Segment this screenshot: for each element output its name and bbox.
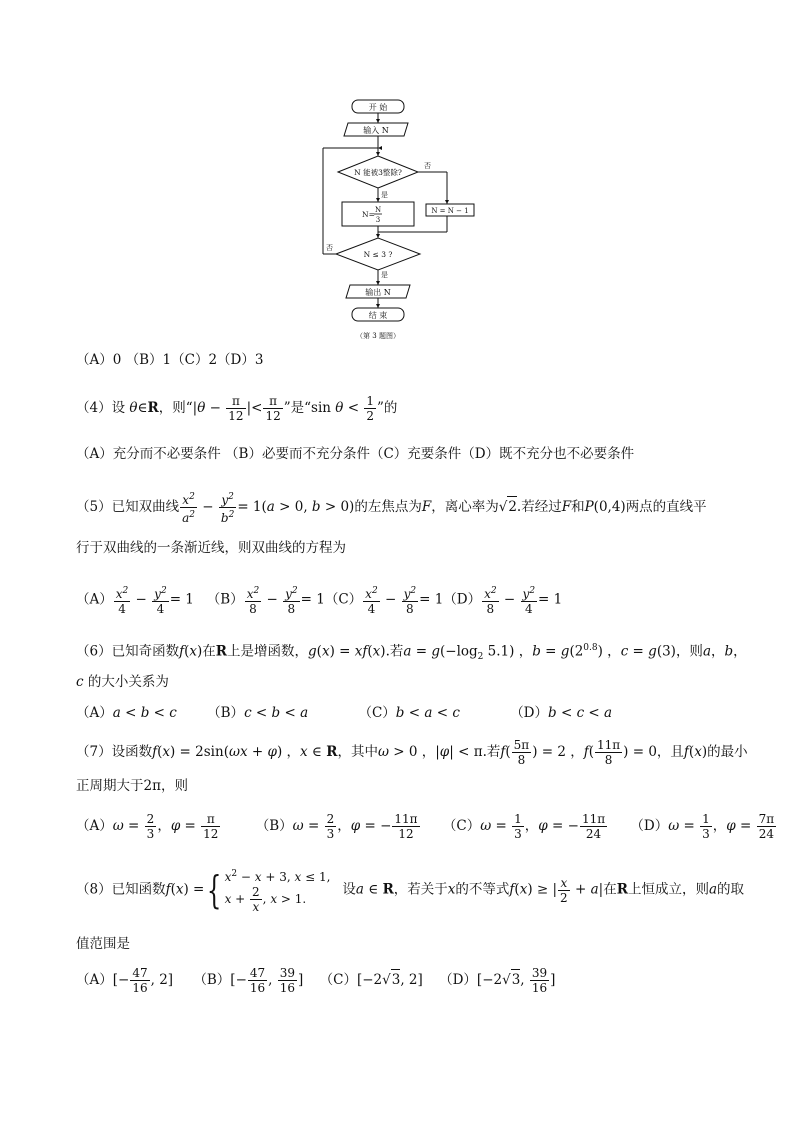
q5-stem: （5）已知双曲线 $\frac{x^2}{a^2}$ − $\frac{y^2}{b^2}$ = 1(a > 0, b > 0)的左焦点为F，离心率为√2.若经过F和P(0,4)两点的直线平 xyxy=(76,492,707,525)
q7-option-d-label: （D） xyxy=(630,818,669,834)
q8-stem: （8）已知函数f(x) ={ $x^2 - x + 3$, x ≤ 1, x + $\frac{2}{x}$ , x > 1. 设a ∈ R，若关于x的不等式f(x) ≥ | $\frac{x}{2}$ + a|在R上恒成立，则a的取 xyxy=(76,868,745,914)
q6-inc: 上是增函数， xyxy=(227,643,309,660)
q4-options: （A）充分而不必要条件 （B）必要而不充分条件（C）充要条件（D）既不充分也不必要条件 xyxy=(76,446,635,462)
yes-label-1: 是 xyxy=(381,191,388,199)
q6-option-b-label: （B） xyxy=(207,705,245,721)
q8-of: 的不等式 xyxy=(455,881,510,898)
q8-option-d-label: （D） xyxy=(439,972,477,988)
q5-end: 两点的直线平 xyxy=(625,499,707,515)
q3-options: （A）0 （B）1（C）2（D）3 xyxy=(76,352,264,368)
assign1-frac-num: N xyxy=(374,206,382,214)
q6-then: ，则 xyxy=(675,643,703,660)
q8-option-c-label: （C） xyxy=(319,972,357,988)
q7-and: ，且 xyxy=(656,744,684,760)
q4-end: ”的 xyxy=(376,400,398,416)
q8-let: 设 xyxy=(342,881,356,898)
q8-end: 上恒成立，则 xyxy=(627,881,709,898)
q6-option-c-label: （C） xyxy=(358,705,396,721)
q6-option-a-label: （A） xyxy=(76,705,113,721)
assign1-frac-den: 3 xyxy=(375,216,381,224)
output-text: 输出 N xyxy=(365,288,391,297)
input-text: 输入 N xyxy=(363,126,389,135)
q7-if: .若 xyxy=(482,744,501,760)
decision1-text: N 能被3整除? xyxy=(354,168,402,177)
q7-option-c-label: （C） xyxy=(442,818,481,834)
q8-line2: 值范围是 xyxy=(76,936,130,952)
q7-option-b-label: （B） xyxy=(255,818,293,834)
q7-line2-end: ，则 xyxy=(160,778,188,794)
q8-options: （A）[− $\frac{47}{16}$ , 2] （B）[− $\frac{47}{16}$ , $\frac{39}{16}$ ] （C）[−2√3, 2] （D）[−2√3, $\frac{39}{16}$ ] xyxy=(76,966,556,995)
flowchart xyxy=(318,92,469,344)
q5-line2: 行于双曲线的一条渐近线，则双曲线的方程为 xyxy=(76,540,346,556)
q5-ecc: ，离心率为 xyxy=(431,499,499,515)
start-text: 开 始 xyxy=(368,103,388,112)
q5-options: （A） $\frac{x^2}{4}$ − $\frac{y^2}{4}$ = 1 （B） $\frac{x^2}{8}$ − $\frac{y^2}{8}$ = 1（C） $\frac{x^2}{4}$ − $\frac{y^2}{8}$ = 1（D） $\frac{x^2}{8}$ − $\frac{y^2}{4}$ = 1 xyxy=(76,586,563,616)
q8-option-a-label: （A） xyxy=(76,972,113,988)
q8-hold: 在 xyxy=(603,881,617,898)
q6-stem: （6）已知奇函数f(x)在R上是增函数，g(x) = xf(x).若$a = g(-\log_2$ 5.1) ，$b = g(2^{0.8})$ ，c = g(3)，则a，b， xyxy=(76,643,747,663)
q6-on: 在 xyxy=(202,643,216,660)
q7-prefix: （7）设函数 xyxy=(76,744,153,760)
decision2-text: N ≤ 3 ? xyxy=(363,250,393,259)
q7-line2: 正周期大于2π，则 xyxy=(76,778,188,794)
q6-prefix: （6）已知奇函数 xyxy=(76,643,180,660)
flowchart-caption: （第 3 题图） xyxy=(356,332,400,340)
end-text: 结 束 xyxy=(368,311,388,320)
yes-label-2: 是 xyxy=(381,271,388,279)
no-label-2: 否 xyxy=(326,244,333,252)
q8-ineq: ，若关于 xyxy=(393,881,448,898)
q7-line2-text: 正周期大于 xyxy=(76,778,144,794)
q6-option-d-label: （D） xyxy=(510,705,549,721)
q8-prefix: （8）已知函数 xyxy=(76,881,166,898)
q8-option-b-label: （B） xyxy=(193,972,231,988)
assign2-text: N = N − 1 xyxy=(431,207,469,215)
q4-then: ，则“ xyxy=(158,400,193,416)
q5-pass: .若经过 xyxy=(516,499,562,515)
q7-option-a-label: （A） xyxy=(76,818,113,834)
q5-prefix: （5）已知双曲线 xyxy=(76,499,180,515)
q4-stem: （4）设 θ∈R，则“|θ − $\frac{\pi}{12}$ |< $\frac{\pi}{12}$ ”是“sin θ < $\frac{1}{2}$ ”的 xyxy=(76,394,398,423)
q4-prefix: （4）设 xyxy=(76,400,126,416)
q6-line2: c 的大小关系为 xyxy=(76,674,169,690)
q7-where: ，其中 xyxy=(337,744,378,760)
q8-range: 的取 xyxy=(717,881,745,898)
assign1-text: N= xyxy=(362,210,375,219)
q6-if: .若 xyxy=(385,643,404,660)
q4-is: ”是“ xyxy=(283,400,312,416)
no-label-1: 否 xyxy=(424,162,431,170)
q6-line2-end: 的大小关系为 xyxy=(87,674,169,690)
q6-options: （A）a < b < c （B）c < b < a （C）b < a < c （D）b < c < a xyxy=(76,705,613,721)
q7-options: （A）ω = $\frac{2}{3}$ ，φ = $\frac{\pi}{12}$ （B）ω = $\frac{2}{3}$ ，φ = − $\frac{11\pi}{12}$ （C）ω = $\frac{1}{3}$ ，φ = − $\frac{11\pi}{24}$ （D）ω = $\frac{1}{3}$ ，φ = $\frac{7\pi}{24}$ xyxy=(76,812,775,841)
q5-mid: 的左焦点为 xyxy=(354,499,422,515)
flowchart-svg xyxy=(318,92,469,344)
q7-min: 的最小 xyxy=(707,744,748,760)
q5-and: 和 xyxy=(571,499,585,515)
q7-stem: （7）设函数f(x) = 2sin(ωx + φ) ，x ∈ R，其中ω > 0 ，|φ| < π.若f( $\frac{5\pi}{8}$ ) = 2 ，f( $\frac{11\pi}{8}$ ) = 0，且f(x)的最小 xyxy=(76,738,748,767)
